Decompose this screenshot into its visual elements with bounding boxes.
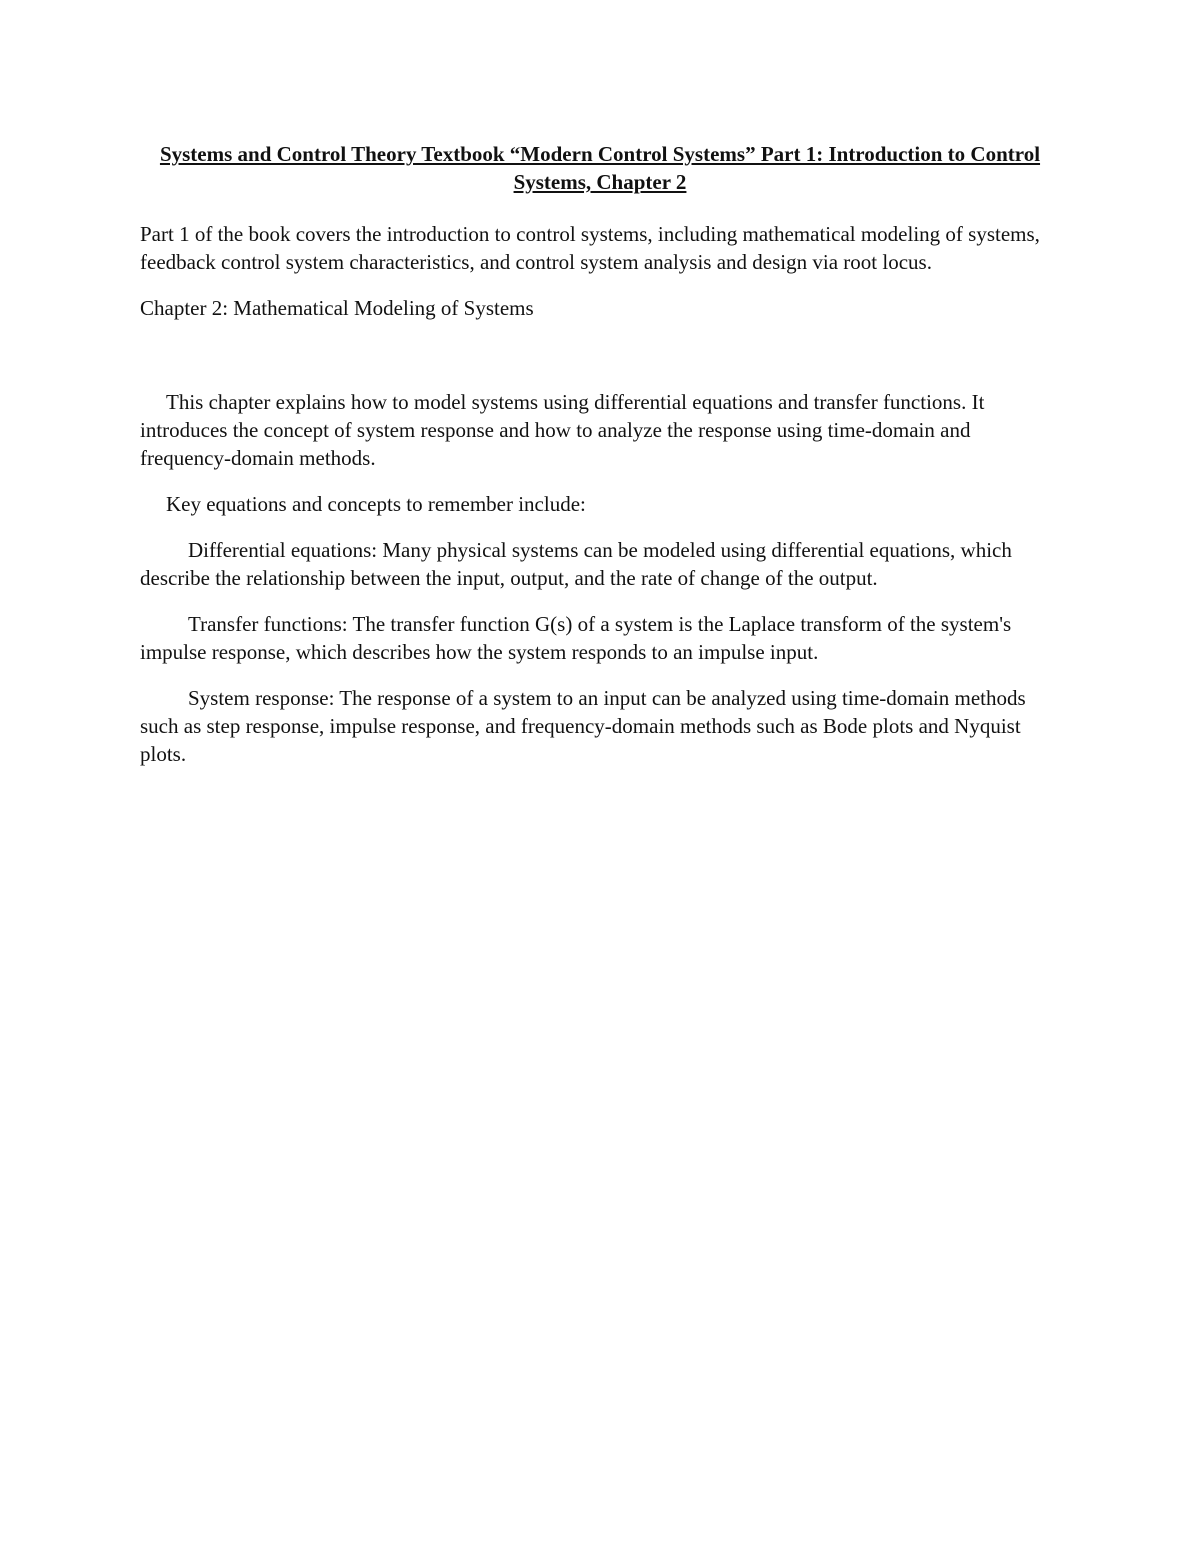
document-title: Systems and Control Theory Textbook “Modern Control Systems” Part 1: Introduction to Control Systems, Chapter 2 bbox=[159, 142, 1041, 194]
page-content bbox=[140, 140, 1060, 786]
concept-system-response: System response: The response of a system to an input can be analyzed using time-domain methods such as step response, impulse response, and frequency-domain methods such as Bode plots and Nyquist plots. bbox=[140, 686, 1026, 766]
chapter-heading: Chapter 2: Mathematical Modeling of Systems bbox=[140, 296, 534, 320]
intro-paragraph: Part 1 of the book covers the introduction to control systems, including mathematical modeling of systems, feedback control system characteristics, and control system analysis and design via root locus. bbox=[140, 222, 1040, 274]
concept-differential-equations: Differential equations: Many physical systems can be modeled using differential equations, which describe the relationship between the input, output, and the rate of change of the output. bbox=[140, 538, 1012, 590]
chapter-summary-paragraph: This chapter explains how to model systems using differential equations and transfer functions. It introduces the concept of system response and how to analyze the response using time-domain and frequency-domain methods. bbox=[140, 390, 985, 470]
key-concepts-intro: Key equations and concepts to remember include: bbox=[166, 492, 586, 516]
concept-transfer-functions: Transfer functions: The transfer function G(s) of a system is the Laplace transform of the system's impulse response, which describes how the system responds to an impulse input. bbox=[140, 612, 1012, 664]
